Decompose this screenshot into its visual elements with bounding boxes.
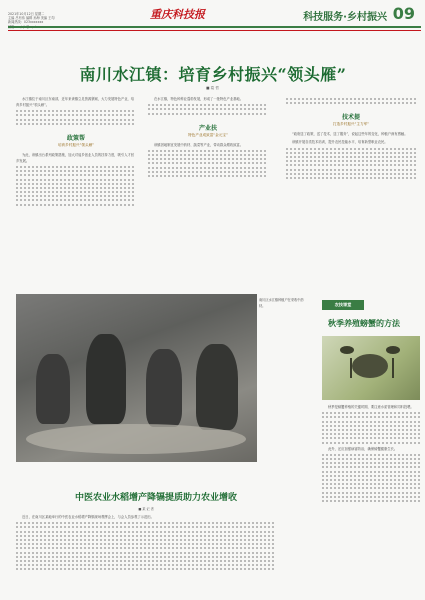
page-number: 09 (392, 4, 415, 23)
page-header (4, 4, 421, 48)
paragraph: 为此，该镇出台系列政策措施，加大对返乡创业人员的扶持力度，吸引人才回乡发展。 (16, 152, 135, 163)
right-headline: 秋季养殖螃蟹的方法 (328, 318, 400, 328)
meta-line: 主编 吕有伟 编辑 孙海 美编 王均 (8, 16, 55, 21)
left-column (16, 96, 136, 208)
paragraph: 在水江镇，特色种养业蓬勃发展，形成了一批特色产业基地。 (154, 97, 244, 101)
right-article (322, 404, 420, 504)
main-byline: ■ 葛 哲 (206, 86, 219, 90)
main-headline: 南川水江镇：培育乡村振兴“领头雁” (79, 65, 347, 84)
paragraph: 秋季是螃蟹养殖的关键时期，要注意水质管理和饲料投喂。 (328, 405, 414, 409)
secondary-byline: ■ 某 记 者 (138, 507, 154, 511)
section-title: 技术提 (341, 114, 360, 122)
section-subtitle: 打造乡村振兴“主力军” (332, 122, 370, 127)
paragraph: “政府送了政策，送了技术，送了服务”，说起这些年的变化，种植户深有感触。 (292, 132, 408, 137)
news-photo (16, 294, 257, 462)
paragraph: 该镇因地制宜发展中药材、蔬菜等产业，带动群众增收致富。 (154, 142, 244, 147)
header-rule (8, 30, 421, 31)
section-title: 产业扶 (198, 124, 217, 132)
paragraph: 该镇开展各类技术培训，提升农民技能水平，培育新型职业农民。 (292, 140, 388, 145)
secondary-headline: 中医农业水稻增产降镉提质助力农业增收 (74, 493, 237, 503)
header-rule (8, 26, 421, 28)
crab-photo (322, 336, 420, 400)
masthead-logo: 重庆科技报 (150, 8, 205, 21)
column-tag: 农技课堂 (322, 300, 364, 310)
paragraph: 近日，在南川区某地举行的中医农业水稻增产降镉现场观摩会上，与会人员参观了示范田。 (22, 515, 154, 519)
section-subtitle: 培育乡村振兴“领头雁” (57, 142, 95, 147)
section-name: 科技服务·乡村振兴 (303, 12, 387, 23)
meta-line: 2021年10月12日 星期二 (8, 12, 45, 16)
paragraph: 此外，还应加强病害防治，确保螃蟹健康生长。 (328, 446, 398, 451)
meta-line: 新闻热线：023xxxxxxx (8, 20, 44, 25)
photo-caption: 南川区水江镇种植户在采收中药材。 (259, 298, 304, 308)
section-title: 政策帮 (66, 134, 85, 142)
right-column (286, 96, 416, 181)
paragraph: 水江镇位于南川区东南部，近年来该镇立足资源禀赋，大力发展特色产业，培育乡村振兴“领头雁”。 (16, 97, 135, 107)
middle-column (148, 96, 268, 179)
secondary-article (16, 514, 276, 572)
section-subtitle: 特色产业成致富“金元宝” (188, 132, 228, 137)
